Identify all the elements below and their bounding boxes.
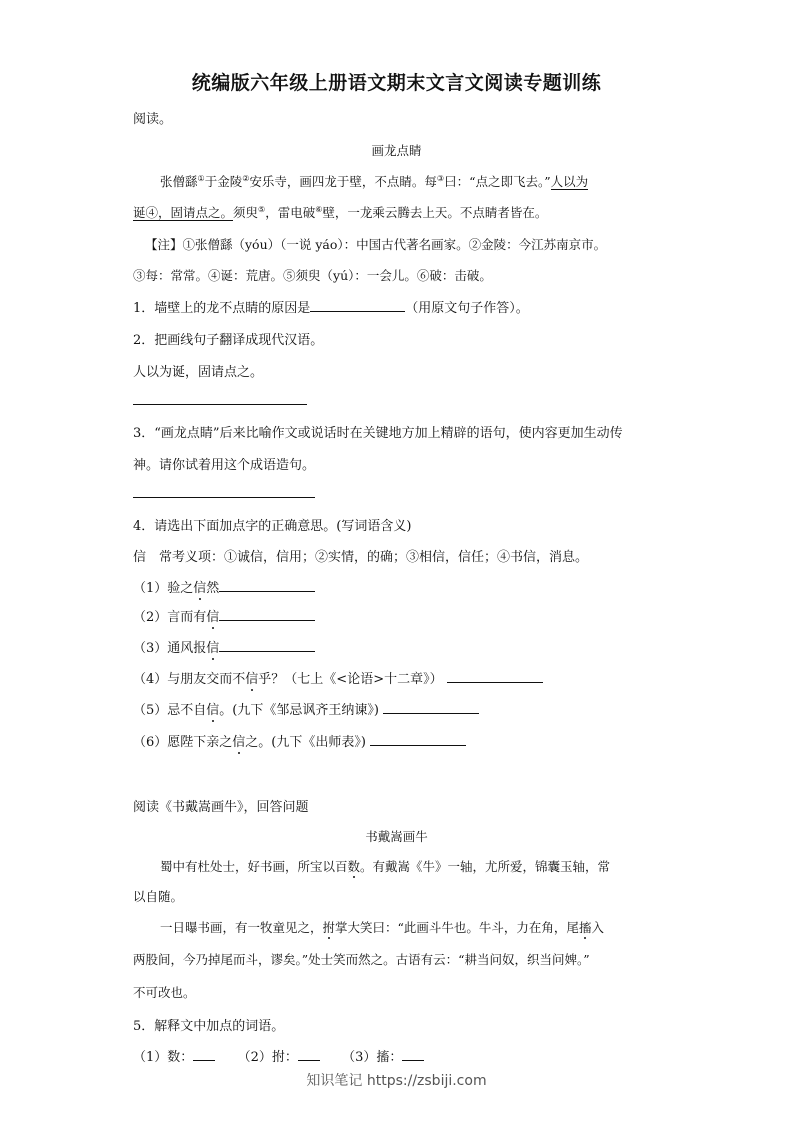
passage2-title: 书戴嵩画牛 — [365, 829, 428, 844]
underlined-sentence-part1: 人以为 — [550, 174, 589, 189]
q4-item-2-blank[interactable] — [219, 607, 315, 621]
passage1-note2: ③每：常常。④诞：荒唐。⑤须臾（yú）：一会儿。⑥破：击破。 — [133, 268, 492, 283]
passage1-title: 画龙点睛 — [371, 143, 422, 158]
passage2-p2-line3: 不可改也。 — [133, 985, 196, 1000]
question-3-line1: 3．“画龙点睛”后来比喻作文或说话时在关键地方加上精辟的语句，使内容更加生动传 — [133, 426, 623, 441]
passage2-intro: 阅读《书戴嵩画牛》，回答问题 — [133, 800, 309, 815]
passage2-p2-line2: 两股间，今乃掉尾而斗，谬矣。”处士笑而然之。古语有云：“耕当问奴，织当问婢。” — [133, 952, 590, 967]
q5-item-3-blank[interactable] — [402, 1047, 424, 1061]
q4-definition: 信 常考义项：①诚信，信用；②实情，的确；③相信，信任；④书信，消息。 — [133, 550, 589, 565]
q4-item-6: （6）愿陛下亲之信之。(九下《出师表》) — [133, 731, 466, 750]
question-3-line2: 神。请你试着用这个成语造句。 — [133, 458, 316, 473]
q5-items: （1）数： （2）拊： （3）搐： — [133, 1046, 424, 1065]
q4-item-5: （5）忌不自信。(九下《邹忌讽齐王纳谏》) — [133, 699, 479, 718]
q3-answer-line[interactable] — [133, 497, 315, 498]
question-1: 1．墙壁上的龙不点睛的原因是 （用原文句子作答）。 — [133, 297, 529, 316]
q4-item-6-blank[interactable] — [370, 732, 466, 746]
footer-watermark: 知识笔记 https://zsbiji.com — [306, 1073, 487, 1089]
passage2-p1-line2: 以自随。 — [133, 889, 184, 904]
q4-item-4-blank[interactable] — [447, 669, 543, 683]
question-4: 4．请选出下面加点字的正确意思。(写词语含义) — [133, 519, 412, 534]
q5-item-1-blank[interactable] — [193, 1047, 215, 1061]
q4-item-1-blank[interactable] — [219, 578, 315, 592]
passage1-line1: 张僧繇①于金陵②安乐寺，画四龙于壁，不点睛。每③曰：“点之即飞去。”人以为 — [160, 173, 589, 189]
page-title: 统编版六年级上册语文期末文言文阅读专题训练 — [191, 72, 602, 94]
q4-item-3-blank[interactable] — [219, 638, 315, 652]
question-2: 2．把画线句子翻译成现代汉语。 — [133, 333, 324, 348]
passage2-p2-line1: 一日曝书画，有一牧童见之，拊掌大笑曰：“此画斗牛也。牛斗，力在角，尾搐入 — [160, 920, 604, 935]
q2-answer-line[interactable] — [133, 404, 307, 405]
underlined-sentence-part2: 诞④，固请点之。 — [133, 205, 234, 220]
q4-item-1: （1）验之信然 — [133, 577, 315, 596]
intro-text: 阅读。 — [133, 112, 173, 127]
q2-sentence: 人以为诞，固请点之。 — [133, 365, 264, 380]
question-5: 5．解释文中加点的词语。 — [133, 1019, 285, 1034]
q1-answer-blank[interactable] — [310, 298, 405, 312]
q5-item-2-blank[interactable] — [298, 1047, 320, 1061]
q4-item-3: （3）通风报信 — [133, 637, 315, 656]
q4-item-5-blank[interactable] — [383, 700, 479, 714]
passage1-note1: 【注】①张僧繇（yóu）（一说 yáo）：中国古代著名画家。②金陵：今江苏南京市。 — [145, 237, 607, 252]
passage1-line2: 诞④，固请点之。须臾⑤，雷电破⑥壁，一龙乘云腾去上天。不点睛者皆在。 — [133, 204, 548, 220]
passage2-p1-line1: 蜀中有杜处士，好书画，所宝以百数。有戴嵩《牛》一轴，尤所爱，锦囊玉轴，常 — [160, 859, 611, 874]
q4-item-4: （4）与朋友交而不信乎？（七上《<论语>十二章》） — [133, 668, 543, 687]
q4-item-2: （2）言而有信 — [133, 606, 315, 625]
